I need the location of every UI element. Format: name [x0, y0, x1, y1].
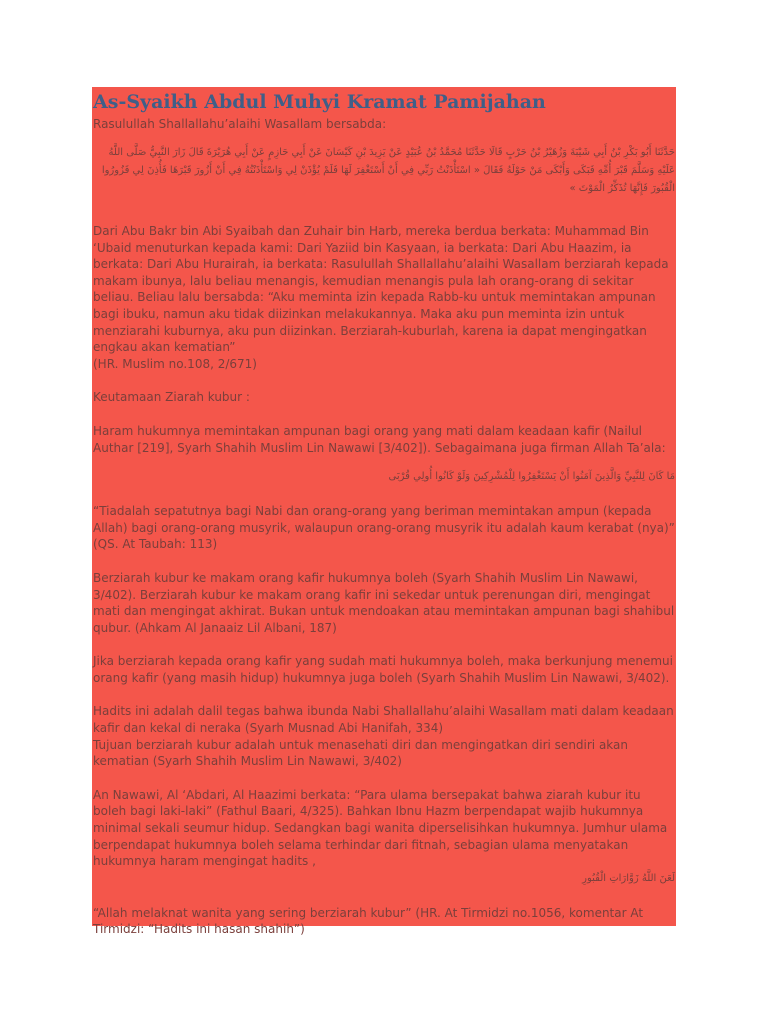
- section-heading: Keutamaan Ziarah kubur :: [93, 390, 250, 405]
- paragraph-berkunjung: Jika berziarah kepada orang kafir yang sudah mati hukumnya boleh, maka berkunjung menemui orang kafir (yang masih hidup) hukumnya juga boleh (Syarh Shahih Muslim Lin Nawawi, 3/402).: [93, 654, 673, 685]
- paragraph-haram: Haram hukumnya memintakan ampunan bagi orang yang mati dalam keadaan kafir (Nailul Authar [219], Syarh Shahih Muslim Lin Nawawi [3/402]). Sebagaimana juga firman Allah Ta’ala:: [93, 423, 666, 455]
- hadith-arabic: حَدَّثَنَا أَبُو بَكْرِ بْنُ أَبِي شَيْبَةَ وَزُهَيْرُ بْنُ حَرْبٍ قَالَا حَدَّثَنَا مُحَمَّدُ بْنُ عُبَيْدٍ عَنْ يَزِيدَ بْنِ كَيْسَانَ عَنْ أَبِي حَازِمٍ عَنْ أَبِي هُرَيْرَةَ قَالَ زَارَ النَّبِيُّ صَلَّى اللَّهُ عَلَيْهِ وَسَلَّمَ قَبْرَ أُمِّهِ فَبَكَى وَأَبْكَى مَنْ حَوْلَهُ فَقَالَ « اسْتَأْذَنْتُ رَبِّي فِي أَنْ أَسْتَغْفِرَ لَهَا فَلَمْ يُؤْذَنْ لِي وَاسْتَأْذَنْتُهُ فِي أَنْ أَزُورَ قَبْرَهَا فَأُذِنَ لِي فَزُورُوا الْقُبُورَ فَإِنَّهَا تُذَكِّرُ الْمَوْتَ »: [101, 147, 675, 194]
- hadith2-arabic: لَعَنَ اللَّهُ زَوَّارَاتِ الْقُبُورِ: [582, 872, 675, 884]
- verse-translation: “Tiadalah sepatutnya bagi Nabi dan orang-orang yang beriman memintakan ampun (kepada Allah) bagi orang-orang musyrik, walaupun orang-orang musyrik itu adalah kaum kerabat (nya)” (QS. At Taubah: 113): [93, 504, 675, 552]
- document-page: [92, 87, 676, 937]
- page-title: As-Syaikh Abdul Muhyi Kramat Pamijahan: [93, 91, 546, 113]
- paragraph-dalil: Hadits ini adalah dalil tegas bahwa ibunda Nabi Shallallahu’alaihi Wasallam mati dalam keadaan kafir dan kekal di neraka (Syarh Musnad Abi Hanifah, 334): [93, 704, 674, 736]
- intro-text: Rasulullah Shallallahu’alaihi Wasallam bersabda:: [93, 117, 387, 131]
- verse-arabic: مَا كَانَ لِلنَّبِيِّ وَالَّذِينَ آمَنُوا أَنْ يَسْتَغْفِرُوا لِلْمُشْرِكِينَ وَلَوْ كَانُوا أُولِي قُرْبَى: [388, 471, 675, 483]
- hadith-translation: Dari Abu Bakr bin Abi Syaibah dan Zuhair bin Harb, mereka berdua berkata: Muhammad Bin ‘Ubaid menuturkan kepada kami: Dari Yaziid bin Kasyaan, ia berkata: Dari Abu Haazim, ia berkata: Dari Abu Hurairah, ia berkata: Rasulullah Shallallahu’alaihi Wasallam berziarah kepada makam ibunya, lalu beliau menangis, kemudian menangis pula lah orang-orang di sekitar beliau. Beliau lalu bersabda: “Aku meminta izin kepada Rabb-ku untuk memintakan ampunan bagi ibuku, namun aku tidak diizinkan melakukannya. Maka aku pun meminta izin untuk menziarahi kuburnya, aku pun diizinkan. Berziarah-kuburlah, karena ia dapat mengingatkan engkau akan kematian”: [93, 224, 669, 355]
- paragraph-wanita: An Nawawi, Al ‘Abdari, Al Haazimi berkata: “Para ulama bersepakat bahwa ziarah kubur itu boleh bagi laki-laki” (Fathul Baari, 4/325). Bahkan Ibnu Hazm berpendapat wajib hukumnya minimal sekali seumur hidup. Sedangkan bagi wanita diperselisihkan hukumnya. Jumhur ulama berpendapat hukumnya boleh selama terhindar dari fitnah, sebagian ulama menyatakan hukumnya haram mengingat hadits ,: [93, 787, 668, 869]
- hadith-reference: (HR. Muslim no.108, 2/671): [93, 356, 257, 371]
- paragraph-kafir: Berziarah kubur ke makam orang kafir hukumnya boleh (Syarh Shahih Muslim Lin Nawawi, 3/402). Berziarah kubur ke makam orang kafir ini sekedar untuk perenungan diri, mengingat mati dan mengingat akhirat. Bukan untuk mendoakan atau memintakan ampunan bagi shahibul qubur. (Ahkam Al Janaaiz Lil Albani, 187): [93, 570, 675, 635]
- paragraph-tujuan: Tujuan berziarah kubur adalah untuk menasehati diri dan mengingatkan diri sendiri akan kematian (Syarh Shahih Muslim Lin Nawawi, 3/402): [93, 737, 629, 769]
- hadith2-translation: “Allah melaknat wanita yang sering berziarah kubur” (HR. At Tirmidzi no.1056, komentar At Tirmidzi: “Hadits ini hasan shahih”): [93, 905, 644, 937]
